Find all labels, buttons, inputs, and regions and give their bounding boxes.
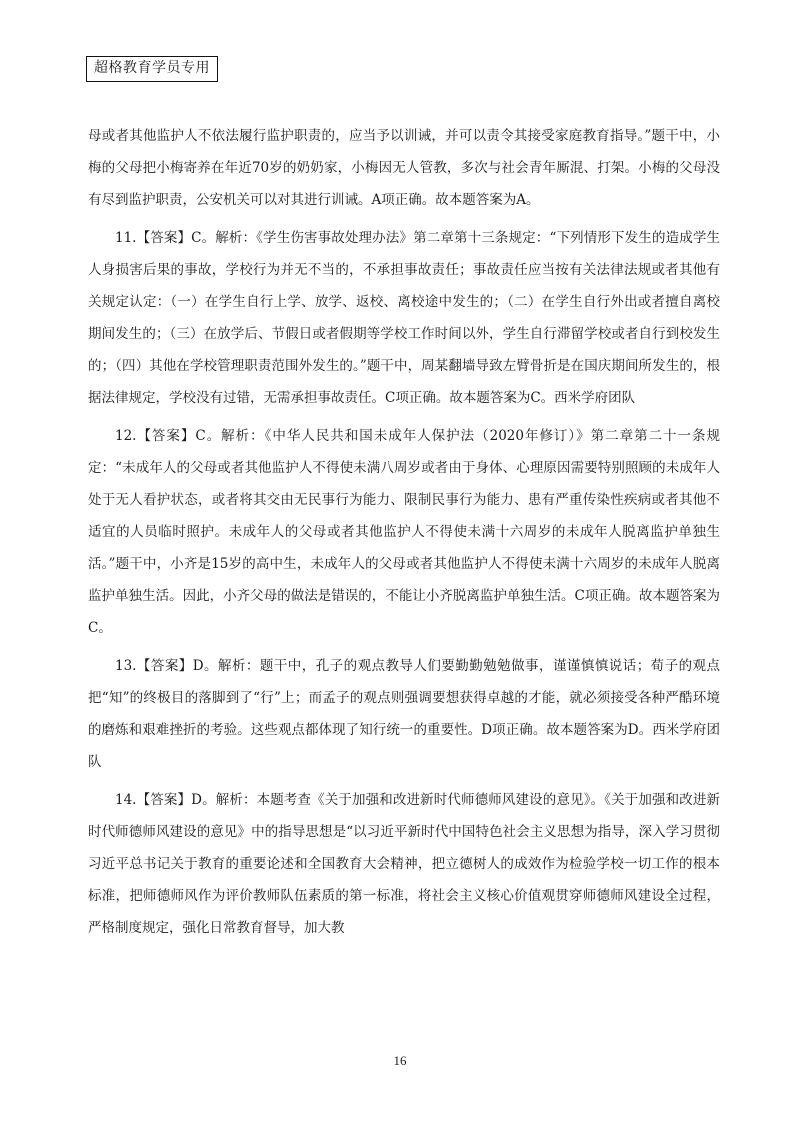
paragraph-answer-12: 12.【答案】C。解析：《中华人民共和国未成年人保护法（2020年修订）》第二章第二十一条规定：“未成年人的父母或者其他监护人不得使未满八周岁或者由于身体、心理原因需要特别照顾的未成年人处于无人看护状态，或者将其交由无民事行为能力、限制民事行为能力、患有严重传染性疾病或者其他不适宜的人员临时照护。未成年人的父母或者其他监护人不得使未满十六周岁的未成年人脱离监护单独生活。”题干中，小齐是15岁的高中生，未成年人的父母或者其他监护人不得使未满十六周岁的未成年人脱离监护单独生活。因此，小齐父母的做法是错误的，不能让小齐脱离监护单独生活。C项正确。故本题答案为C。 [88,428,720,636]
paragraph-continuation: 母或者其他监护人不依法履行监护职责的，应当予以训诫，并可以责令其接受家庭教育指导。”题干中，小梅的父母把小梅寄养在年近70岁的奶奶家，小梅因无人管教，多次与社会青年厮混、打架。小梅的父母没有尽到监护职责，公安机关可以对其进行训诫。A项正确。故本题答案为A。 [88,128,720,208]
paragraph-answer-14: 14.【答案】D。解析：本题考查《关于加强和改进新时代师德师风建设的意见》。《关于加强和改进新时代师德师风建设的意见》中的指导思想是“以习近平新时代中国特色社会主义思想为指导，深入学习贯彻习近平总书记关于教育的重要论述和全国教育大会精神，把立德树人的成效作为检验学校一切工作的根本标准，把师德师风作为评价教师队伍素质的第一标准，将社会主义核心价值观贯穿师德师风建设全过程，严格制度规定，强化日常教育督导，加大教 [88,792,720,936]
document-body [88,120,720,950]
paragraph-answer-13: 13.【答案】D。解析：题干中，孔子的观点教导人们要勤勤勉勉做事，谨谨慎慎说话；荀子的观点把“知”的终极目的落脚到了“行”上；而孟子的观点则强调要想获得卓越的才能，就必须接受各种严酷环境的磨炼和艰难挫折的考验。这些观点都体现了知行统一的重要性。D项正确。故本题答案为D。西米学府团队 [88,658,720,770]
header-label: 超格教育学员专用 [86,56,218,82]
paragraph-answer-11: 11.【答案】C。解析：《学生伤害事故处理办法》第二章第十三条规定：“下列情形下发生的造成学生人身损害后果的事故，学校行为并无不当的，不承担事故责任；事故责任应当按有关法律法规或者其他有关规定认定：（一）在学生自行上学、放学、返校、离校途中发生的；（二）在学生自行外出或者擅自离校期间发生的；（三）在放学后、节假日或者假期等学校工作时间以外，学生自行滞留学校或者自行到校发生的；（四）其他在学校管理职责范围外发生的。”题干中，周某翻墙导致左臂骨折是在国庆期间所发生的，根据法律规定，学校没有过错，无需承担事故责任。C项正确。故本题答案为C。西米学府团队 [88,230,720,406]
page-number: 16 [393,1053,407,1068]
